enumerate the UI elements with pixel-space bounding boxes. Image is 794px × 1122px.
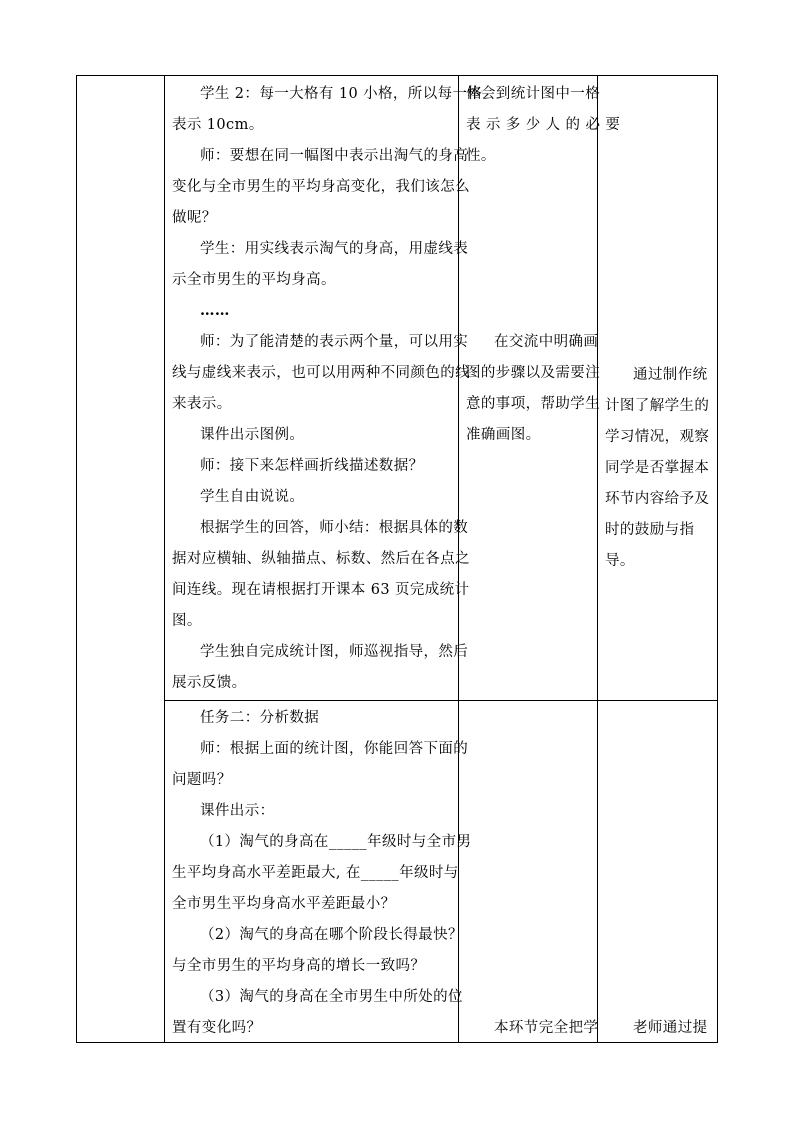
text-line: 图。 [172, 613, 202, 629]
text-line: 变化与全市男生的平均身高变化，我们该怎么 [172, 179, 470, 195]
text-line: 来表示。 [172, 396, 232, 412]
table-right-border [717, 75, 718, 1043]
text-line: （3）淘气的身高在全市男生中所处的位 [200, 989, 463, 1005]
text-line: 据对应横轴、纵轴描点、标数、然后在各点之 [172, 551, 470, 567]
text-line: 根据学生的回答，师小结：根据具体的数 [200, 520, 469, 536]
text-line: 环节内容给予及 [605, 491, 710, 507]
text-line: 性。 [466, 148, 496, 164]
text-line: 学生 2：每一大格有 10 小格，所以每一格 [200, 86, 483, 102]
text-line: 体会到统计图中一格 [466, 86, 601, 102]
text-line: 准确画图。 [466, 427, 541, 443]
text-line: 时的鼓励与指 [605, 522, 695, 538]
text-line: 间连线。现在请根据打开课本 63 页完成统计 [172, 582, 470, 598]
text-line: 与全市男生的平均身高的增长一致吗？ [172, 958, 426, 974]
text-line: 展示反馈。 [172, 675, 247, 691]
text-line: 学习情况，观察 [605, 429, 710, 445]
column-divider-3 [597, 75, 598, 1043]
text-line: …… [200, 302, 230, 319]
text-line: 图的步骤以及需要注 [466, 365, 601, 381]
text-line: 同学是否掌握本 [605, 460, 710, 476]
text-line: 做呢？ [172, 210, 217, 226]
table-bottom-border [76, 1042, 718, 1043]
lesson-table [76, 75, 718, 1043]
text-line: 课件出示图例。 [200, 427, 305, 443]
text-line: 师：根据上面的统计图，你能回答下面的 [200, 741, 469, 757]
text-line: 任务二：分析数据 [200, 710, 320, 726]
table-left-border [76, 75, 77, 1043]
text-line: 表 示 多 少 人 的 必 要 [466, 117, 621, 133]
text-line: 示全市男生的平均身高。 [172, 272, 336, 288]
text-line: 学生独自完成统计图，师巡视指导，然后 [200, 644, 469, 660]
text-line: 课件出示： [200, 803, 275, 819]
text-line: 通过制作统 [633, 367, 708, 383]
text-line: 计图了解学生的 [605, 398, 710, 414]
text-line: 学生自由说说。 [200, 489, 305, 505]
text-line: 线与虚线来表示，也可以用两种不同颜色的线 [172, 365, 470, 381]
text-line: 置有变化吗？ [172, 1020, 262, 1036]
text-line: 表示 10cm。 [172, 117, 264, 133]
text-line: 师：要想在同一幅图中表示出淘气的身高 [200, 148, 469, 164]
text-line: （2）淘气的身高在哪个阶段长得最快？ [200, 927, 463, 943]
column-divider-1 [164, 75, 165, 1043]
text-line: 意的事项，帮助学生 [466, 396, 601, 412]
text-line: （1）淘气的身高在_____年级时与全市男 [200, 834, 472, 850]
row-divider [164, 700, 718, 701]
text-line: 本环节完全把学 [494, 1020, 599, 1036]
text-line: 全市男生平均身高水平差距最小？ [172, 896, 396, 912]
text-line: 老师通过提 [633, 1020, 708, 1036]
text-line: 问题吗？ [172, 772, 232, 788]
text-line: 师：接下来怎样画折线描述数据？ [200, 458, 424, 474]
text-line: 导。 [605, 553, 635, 569]
text-line: 在交流中明确画 [494, 334, 599, 350]
text-line: 师：为了能清楚的表示两个量，可以用实 [200, 334, 469, 350]
text-line: 生平均身高水平差距最大, 在_____年级时与 [172, 865, 459, 881]
text-line: 学生：用实线表示淘气的身高，用虚线表 [200, 241, 469, 257]
table-top-border [76, 75, 718, 76]
